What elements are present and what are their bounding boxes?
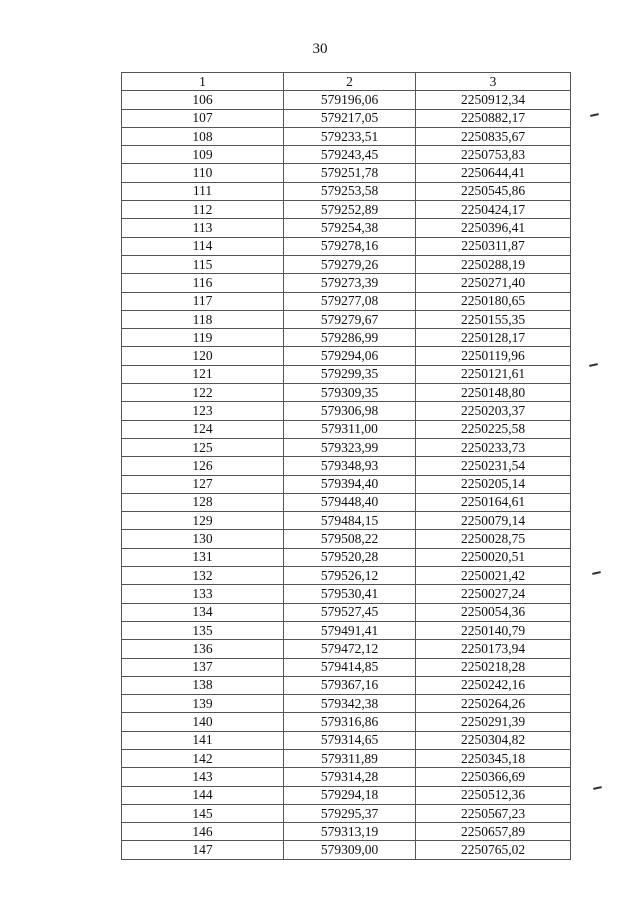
column-header-1: 1 [122, 73, 284, 91]
y-coordinate-cell: 2250121,61 [416, 365, 571, 383]
table-row [122, 823, 571, 841]
table-row [122, 713, 571, 731]
x-coordinate-cell: 579394,40 [284, 475, 416, 493]
margin-mark [593, 786, 602, 790]
y-coordinate-cell: 2250155,35 [416, 310, 571, 328]
x-coordinate-cell: 579342,38 [284, 695, 416, 713]
y-coordinate-cell: 2250912,34 [416, 91, 571, 109]
page-number: 30 [312, 41, 328, 57]
y-coordinate-cell: 2250242,16 [416, 676, 571, 694]
point-number-cell: 128 [122, 493, 284, 511]
point-number-cell: 146 [122, 823, 284, 841]
y-coordinate-cell: 2250753,83 [416, 146, 571, 164]
y-coordinate-cell: 2250512,36 [416, 786, 571, 804]
x-coordinate-cell: 579323,99 [284, 438, 416, 456]
x-coordinate-cell: 579253,58 [284, 182, 416, 200]
point-number-cell: 117 [122, 292, 284, 310]
table-row [122, 493, 571, 511]
x-coordinate-cell: 579252,89 [284, 201, 416, 219]
coordinates-table [121, 72, 571, 860]
y-coordinate-cell: 2250218,28 [416, 658, 571, 676]
table-row [122, 219, 571, 237]
y-coordinate-cell: 2250054,36 [416, 603, 571, 621]
table-row [122, 274, 571, 292]
y-coordinate-cell: 2250020,51 [416, 548, 571, 566]
y-coordinate-cell: 2250264,26 [416, 695, 571, 713]
x-coordinate-cell: 579217,05 [284, 109, 416, 127]
table-row [122, 695, 571, 713]
point-number-cell: 140 [122, 713, 284, 731]
table-row [122, 585, 571, 603]
x-coordinate-cell: 579278,16 [284, 237, 416, 255]
table-row [122, 109, 571, 127]
y-coordinate-cell: 2250765,02 [416, 841, 571, 859]
y-coordinate-cell: 2250021,42 [416, 567, 571, 585]
table-row [122, 201, 571, 219]
point-number-cell: 113 [122, 219, 284, 237]
point-number-cell: 145 [122, 804, 284, 822]
table-row [122, 749, 571, 767]
y-coordinate-cell: 2250173,94 [416, 640, 571, 658]
margin-mark [590, 113, 599, 117]
y-coordinate-cell: 2250366,69 [416, 768, 571, 786]
point-number-cell: 142 [122, 749, 284, 767]
point-number-cell: 132 [122, 567, 284, 585]
y-coordinate-cell: 2250424,17 [416, 201, 571, 219]
table-body [122, 91, 571, 859]
x-coordinate-cell: 579286,99 [284, 329, 416, 347]
point-number-cell: 111 [122, 182, 284, 200]
y-coordinate-cell: 2250657,89 [416, 823, 571, 841]
point-number-cell: 138 [122, 676, 284, 694]
point-number-cell: 129 [122, 512, 284, 530]
table-row [122, 365, 571, 383]
x-coordinate-cell: 579526,12 [284, 567, 416, 585]
x-coordinate-cell: 579196,06 [284, 91, 416, 109]
x-coordinate-cell: 579316,86 [284, 713, 416, 731]
point-number-cell: 108 [122, 127, 284, 145]
x-coordinate-cell: 579348,93 [284, 457, 416, 475]
point-number-cell: 118 [122, 310, 284, 328]
table-row [122, 347, 571, 365]
table-row [122, 457, 571, 475]
x-coordinate-cell: 579273,39 [284, 274, 416, 292]
y-coordinate-cell: 2250164,61 [416, 493, 571, 511]
point-number-cell: 109 [122, 146, 284, 164]
table-row [122, 475, 571, 493]
x-coordinate-cell: 579530,41 [284, 585, 416, 603]
x-coordinate-cell: 579294,18 [284, 786, 416, 804]
table-row [122, 146, 571, 164]
y-coordinate-cell: 2250311,87 [416, 237, 571, 255]
table-row [122, 768, 571, 786]
x-coordinate-cell: 579472,12 [284, 640, 416, 658]
point-number-cell: 114 [122, 237, 284, 255]
table-row [122, 786, 571, 804]
point-number-cell: 122 [122, 384, 284, 402]
x-coordinate-cell: 579295,37 [284, 804, 416, 822]
x-coordinate-cell: 579313,19 [284, 823, 416, 841]
y-coordinate-cell: 2250567,23 [416, 804, 571, 822]
y-coordinate-cell: 2250304,82 [416, 731, 571, 749]
x-coordinate-cell: 579294,06 [284, 347, 416, 365]
point-number-cell: 141 [122, 731, 284, 749]
table-row [122, 127, 571, 145]
x-coordinate-cell: 579314,28 [284, 768, 416, 786]
y-coordinate-cell: 2250203,37 [416, 402, 571, 420]
table-row [122, 402, 571, 420]
point-number-cell: 106 [122, 91, 284, 109]
y-coordinate-cell: 2250345,18 [416, 749, 571, 767]
x-coordinate-cell: 579309,35 [284, 384, 416, 402]
y-coordinate-cell: 2250128,17 [416, 329, 571, 347]
x-coordinate-cell: 579311,89 [284, 749, 416, 767]
table-row [122, 164, 571, 182]
table-row [122, 530, 571, 548]
table-header-row [122, 73, 571, 91]
point-number-cell: 110 [122, 164, 284, 182]
table-row [122, 91, 571, 109]
y-coordinate-cell: 2250140,79 [416, 621, 571, 639]
x-coordinate-cell: 579309,00 [284, 841, 416, 859]
point-number-cell: 135 [122, 621, 284, 639]
y-coordinate-cell: 2250396,41 [416, 219, 571, 237]
margin-mark [589, 363, 598, 367]
point-number-cell: 136 [122, 640, 284, 658]
x-coordinate-cell: 579277,08 [284, 292, 416, 310]
y-coordinate-cell: 2250079,14 [416, 512, 571, 530]
table-row [122, 384, 571, 402]
x-coordinate-cell: 579508,22 [284, 530, 416, 548]
y-coordinate-cell: 2250180,65 [416, 292, 571, 310]
x-coordinate-cell: 579484,15 [284, 512, 416, 530]
margin-mark [592, 571, 601, 575]
table-row [122, 420, 571, 438]
point-number-cell: 125 [122, 438, 284, 456]
table-row [122, 548, 571, 566]
column-header-2: 2 [284, 73, 416, 91]
point-number-cell: 112 [122, 201, 284, 219]
point-number-cell: 120 [122, 347, 284, 365]
table-row [122, 237, 571, 255]
point-number-cell: 123 [122, 402, 284, 420]
y-coordinate-cell: 2250231,54 [416, 457, 571, 475]
y-coordinate-cell: 2250027,24 [416, 585, 571, 603]
y-coordinate-cell: 2250644,41 [416, 164, 571, 182]
point-number-cell: 130 [122, 530, 284, 548]
point-number-cell: 143 [122, 768, 284, 786]
point-number-cell: 127 [122, 475, 284, 493]
y-coordinate-cell: 2250291,39 [416, 713, 571, 731]
point-number-cell: 126 [122, 457, 284, 475]
y-coordinate-cell: 2250835,67 [416, 127, 571, 145]
table-row [122, 731, 571, 749]
point-number-cell: 139 [122, 695, 284, 713]
table-row [122, 292, 571, 310]
y-coordinate-cell: 2250205,14 [416, 475, 571, 493]
point-number-cell: 131 [122, 548, 284, 566]
table-row [122, 567, 571, 585]
y-coordinate-cell: 2250225,58 [416, 420, 571, 438]
point-number-cell: 107 [122, 109, 284, 127]
x-coordinate-cell: 579520,28 [284, 548, 416, 566]
point-number-cell: 134 [122, 603, 284, 621]
table-row [122, 640, 571, 658]
point-number-cell: 116 [122, 274, 284, 292]
x-coordinate-cell: 579414,85 [284, 658, 416, 676]
x-coordinate-cell: 579233,51 [284, 127, 416, 145]
y-coordinate-cell: 2250545,86 [416, 182, 571, 200]
x-coordinate-cell: 579448,40 [284, 493, 416, 511]
table-row [122, 621, 571, 639]
point-number-cell: 121 [122, 365, 284, 383]
y-coordinate-cell: 2250233,73 [416, 438, 571, 456]
x-coordinate-cell: 579243,45 [284, 146, 416, 164]
y-coordinate-cell: 2250288,19 [416, 255, 571, 273]
x-coordinate-cell: 579254,38 [284, 219, 416, 237]
x-coordinate-cell: 579367,16 [284, 676, 416, 694]
point-number-cell: 115 [122, 255, 284, 273]
x-coordinate-cell: 579306,98 [284, 402, 416, 420]
x-coordinate-cell: 579279,67 [284, 310, 416, 328]
y-coordinate-cell: 2250119,96 [416, 347, 571, 365]
table-row [122, 255, 571, 273]
y-coordinate-cell: 2250882,17 [416, 109, 571, 127]
x-coordinate-cell: 579299,35 [284, 365, 416, 383]
point-number-cell: 137 [122, 658, 284, 676]
point-number-cell: 124 [122, 420, 284, 438]
y-coordinate-cell: 2250028,75 [416, 530, 571, 548]
x-coordinate-cell: 579311,00 [284, 420, 416, 438]
point-number-cell: 144 [122, 786, 284, 804]
x-coordinate-cell: 579491,41 [284, 621, 416, 639]
table-row [122, 438, 571, 456]
table-row [122, 676, 571, 694]
table-row [122, 329, 571, 347]
x-coordinate-cell: 579251,78 [284, 164, 416, 182]
point-number-cell: 133 [122, 585, 284, 603]
x-coordinate-cell: 579527,45 [284, 603, 416, 621]
table-row [122, 841, 571, 859]
x-coordinate-cell: 579314,65 [284, 731, 416, 749]
y-coordinate-cell: 2250148,80 [416, 384, 571, 402]
point-number-cell: 119 [122, 329, 284, 347]
table-row [122, 182, 571, 200]
column-header-3: 3 [416, 73, 571, 91]
x-coordinate-cell: 579279,26 [284, 255, 416, 273]
table-row [122, 804, 571, 822]
y-coordinate-cell: 2250271,40 [416, 274, 571, 292]
table-row [122, 603, 571, 621]
table-row [122, 658, 571, 676]
point-number-cell: 147 [122, 841, 284, 859]
table-row [122, 512, 571, 530]
table-row [122, 310, 571, 328]
